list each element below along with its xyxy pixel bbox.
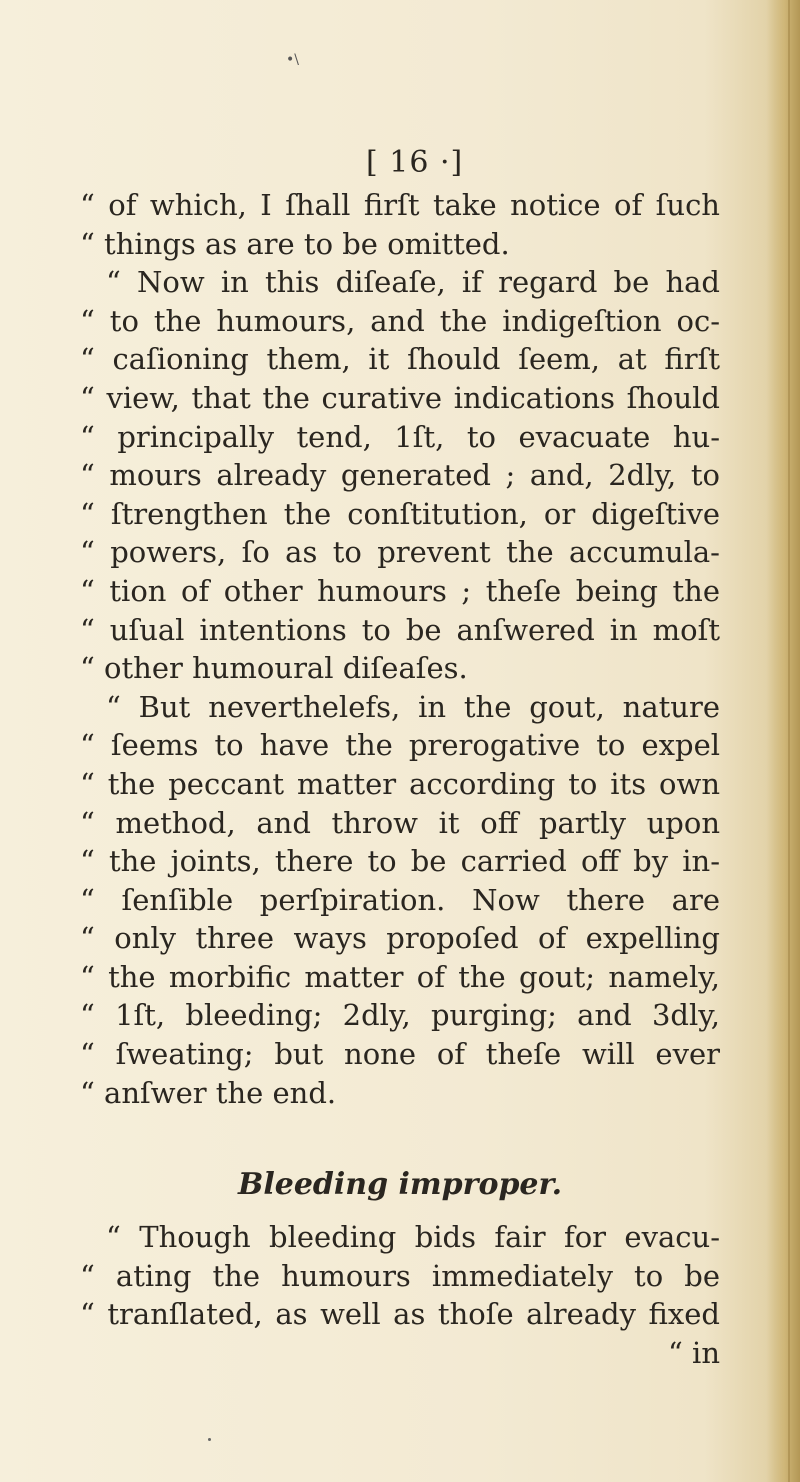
- text-line: “ But neverthelefs, in the gout, nature: [106, 689, 720, 724]
- page-body: [80, 186, 720, 1373]
- text-line: “ ſenſible perſpiration. Now there are: [80, 882, 720, 917]
- text-line: “ mours already generated ; and, 2dly, to: [80, 458, 720, 493]
- text-line: “ Though bleeding bids fair for evacu-: [106, 1220, 720, 1255]
- text-line: “ only three ways propoſed of expelling: [80, 921, 720, 956]
- text-line: “ method, and throw it off partly upon: [80, 805, 720, 840]
- text-line: “ ſeems to have the prerogative to expel: [80, 728, 720, 763]
- page-edge-line: [788, 0, 790, 1482]
- text-line: “ Now in this diſeaſe, if regard be had: [106, 265, 720, 300]
- catchword: “ in: [668, 1336, 720, 1371]
- text-line: “ the joints, there to be carried off by in-: [80, 844, 720, 879]
- text-line: “ anſwer the end.: [80, 1075, 337, 1110]
- text-line: “ tion of other humours ; theſe being the: [80, 573, 720, 608]
- text-line: “ ſtrengthen the conſtitution, or digeſtive: [80, 496, 720, 531]
- text-line: “ the peccant matter according to its own: [80, 766, 720, 801]
- text-line: “ powers, ſo as to prevent the accumula-: [80, 535, 720, 570]
- text-line: “ of which, I ſhall firſt take notice of ſuch: [80, 188, 720, 222]
- text-line: “ things as are to be omitted.: [80, 226, 510, 261]
- text-line: “ principally tend, 1ſt, to evacuate hu-: [80, 419, 720, 454]
- text-line: “ uſual intentions to be anſwered in moſt: [80, 612, 720, 647]
- text-line: “ ſweating; but none of theſe will ever: [80, 1037, 720, 1072]
- section-heading: Bleeding improper.: [237, 1167, 563, 1203]
- text-line: “ tranſlated, as well as thoſe already fixed: [80, 1297, 720, 1332]
- text-line: “ caſioning them, it ſhould ſeem, at firſt: [80, 342, 720, 377]
- ink-mark: •\: [286, 52, 299, 68]
- page-edge-shadow: [766, 0, 800, 1482]
- text-line: “ 1ſt, bleeding; 2dly, purging; and 3dly,: [80, 998, 720, 1033]
- text-line: “ the morbific matter of the gout; namely,: [80, 959, 720, 994]
- ink-speck: [208, 1438, 211, 1441]
- text-line: “ ating the humours immediately to be: [80, 1258, 720, 1293]
- page-number: [ 16 ·]: [366, 145, 464, 180]
- text-line: “ other humoural diſeaſes.: [80, 651, 468, 686]
- text-line: “ view, that the curative indications ſhould: [80, 380, 720, 415]
- text-line: “ to the humours, and the indigeſtion oc-: [80, 303, 720, 338]
